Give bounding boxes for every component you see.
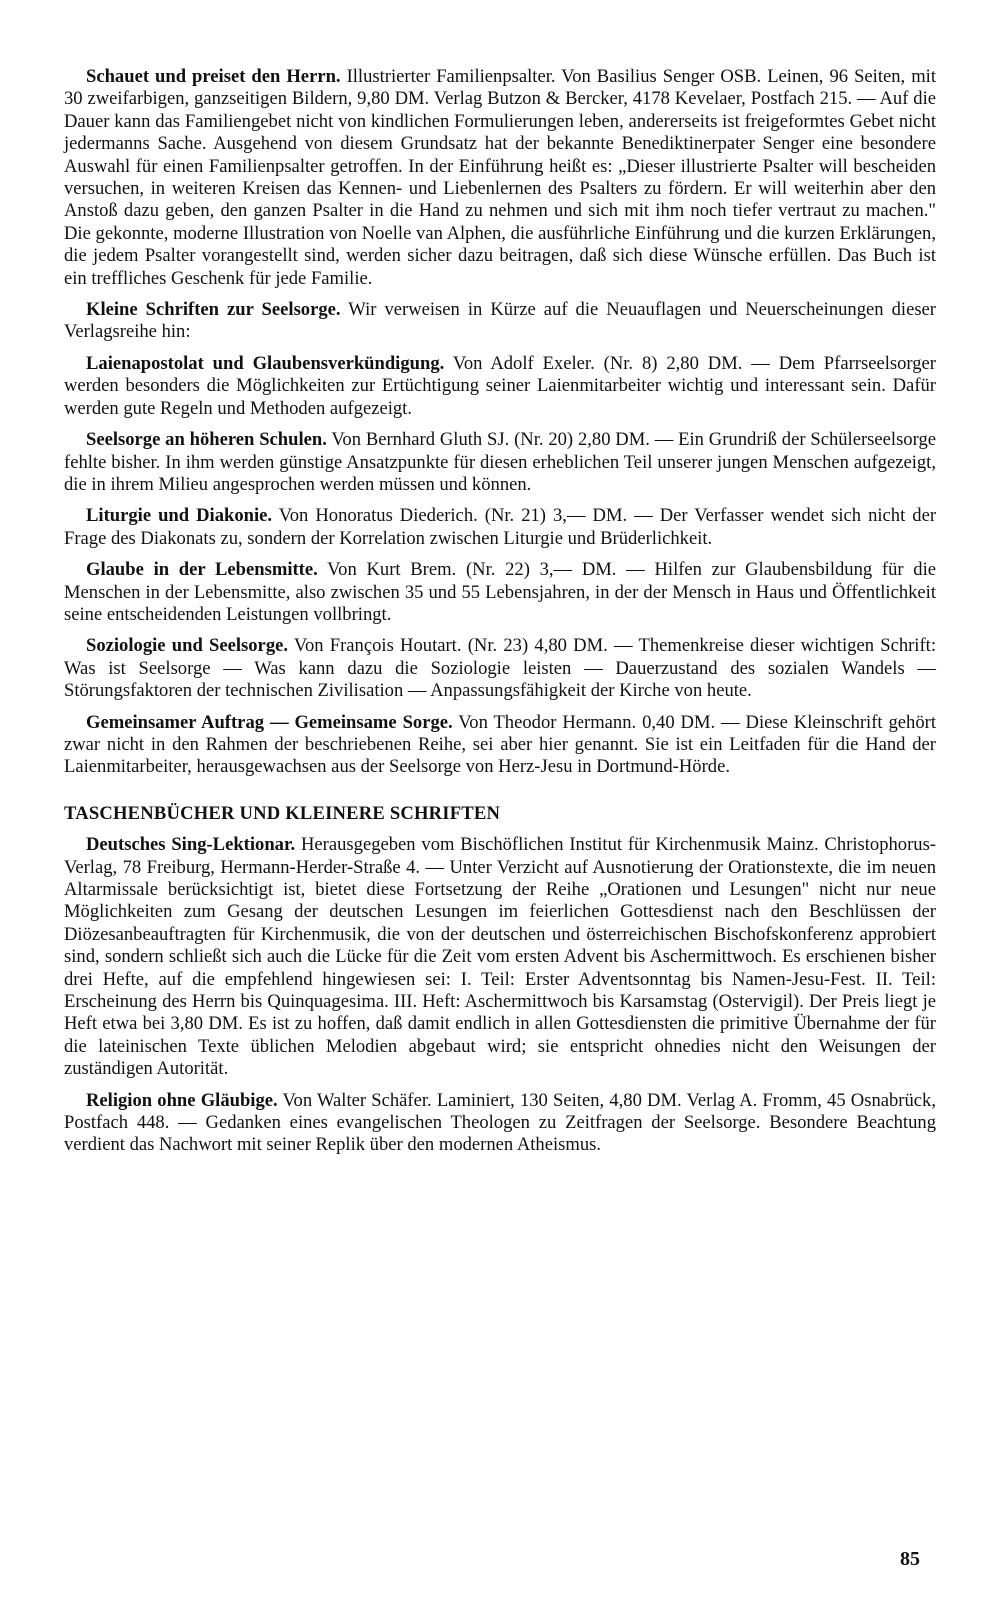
page-number: 85 — [900, 1548, 920, 1570]
entry-title: Liturgie und Diakonie. — [86, 505, 273, 527]
entry-body: Von Theodor Hermann. 0,40 DM. — Diese Kleinschrift gehört zwar nicht in den Rahmen der beschriebenen Reihe, sei aber hier genannt. Sie ist ein Leitfaden für die Hand der Laienmitarbeiter, herausgewachsen aus der Seelsorge von Herz-Jesu in Dortmund-Hörde. — [64, 711, 936, 778]
entry-title: Kleine Schriften zur Seelsorge. — [86, 299, 341, 321]
review-entry — [64, 1090, 936, 1157]
entry-title: Deutsches Sing-Lektionar. — [86, 834, 296, 856]
document-page — [64, 66, 936, 1166]
review-entry — [64, 834, 936, 1080]
review-list-bottom — [64, 834, 936, 1157]
entry-title: Religion ohne Gläubige. — [86, 1089, 278, 1111]
review-entry — [64, 505, 936, 550]
entry-title: Seelsorge an höheren Schulen. — [86, 429, 327, 451]
review-entry — [64, 712, 936, 779]
entry-body: Von Adolf Exeler. (Nr. 8) 2,80 DM. — Dem Pfarrseelsorger werden besonders die Möglichkeiten zur Ertüchtigung seiner Laienmitarbeiter wichtig und interessant sein. Dafür werden gute Regeln und Methoden aufgezeigt. — [64, 352, 937, 419]
entry-body: Von Walter Schäfer. Laminiert, 130 Seiten, 4,80 DM. Verlag A. Fromm, 45 Osnabrück, Postfach 448. — Gedanken eines evangelischen Theologen zu Zeitfragen der Seelsorge. Besondere Beachtung verdient das Nachwort mit seiner Replik über den modernen Atheismus. — [64, 1089, 936, 1156]
entry-title: Laienapostolat und Glaubensverkündigung. — [86, 352, 445, 374]
entry-title: Schauet und preiset den Herrn. — [86, 66, 341, 87]
review-entry — [64, 353, 936, 420]
entry-body: Illustrierter Familienpsalter. Von Basilius Senger OSB. Leinen, 96 Seiten, mit 30 zweifarbigen, ganzseitigen Bildern, 9,80 DM. Verlag Butzon & Bercker, 4178 Kevelaer, Postfach 215. — Auf die Dauer kann das Familiengebet nicht von kindlichen Formulierungen leben, andererseits ist freigeformtes Gebet nicht jedermanns Sache. Ausgehend von diesem Grundsatz hat der bekannte Benediktinerpater Senger eine besondere Auswahl für einen Familienpsalter getroffen. In der Einführung heißt es: „Dieser illustrierte Psalter will bescheiden versuchen, in weiteren Kreisen das Kennen- und Liebenlernen des Psalters zu fördern. Er will weiterhin aber den Anstoß dazu geben, den ganzen Psalter in die Hand zu nehmen und sich mit ihm noch tiefer vertraut zu machen." Die gekonnte, moderne Illustration von Noelle van Alphen, die ausführliche Einführung und die kurzen Erklärungen, die jedem Psalter vorangestellt sind, werden sicher dazu beitragen, daß sich diese Wünsche erfüllen. Das Buch ist ein treffliches Geschenk für jede Familie. — [64, 66, 936, 289]
entry-body: Von Bernhard Gluth SJ. (Nr. 20) 2,80 DM. — Ein Grundriß der Schülerseelsorge fehlte bisher. In ihm werden günstige Ansatzpunkte für diesen erheblichen Teil unserer jungen Menschen aufgezeigt, die in ihrem Milieu angesprochen werden müssen und können. — [64, 429, 937, 495]
entry-body: Von Kurt Brem. (Nr. 22) 3,— DM. — Hilfen zur Glaubensbildung für die Menschen in der Lebensmitte, also zwischen 35 und 55 Lebensjahren, in der der Mensch in Haus und Öffentlichkeit seine entscheidenden Leistungen vollbringt. — [64, 559, 936, 625]
section-heading: TASCHENBÜCHER UND KLEINERE SCHRIFTEN — [64, 802, 501, 824]
review-entry — [64, 559, 936, 626]
entry-body: Wir verweisen in Kürze auf die Neuauflagen und Neuerscheinungen dieser Verlagsreihe hin: — [64, 299, 937, 343]
entry-title: Gemeinsamer Auftrag — Gemeinsame Sorge. — [86, 711, 453, 733]
entry-body: Von Honoratus Diederich. (Nr. 21) 3,— DM. — Der Verfasser wendet sich nicht der Frage des Diakonats zu, sondern der Korrelation zwischen Liturgie und Brüderlichkeit. — [64, 505, 937, 549]
review-entry — [64, 66, 936, 290]
entry-title: Glaube in der Lebensmitte. — [86, 559, 318, 581]
entry-body: Herausgegeben vom Bischöflichen Institut für Kirchenmusik Mainz. Christophorus-Verlag, 78 Freiburg, Hermann-Herder-Straße 4. — Unter Verzicht auf Ausnotierung der Orationstexte, die im neuen Altarmissale berücksichtigt ist, bietet diese Fortsetzung der Reihe „Orationen und Lesungen" nicht nur neue Möglichkeiten zum Gesang der deutschen Lesungen im feierlichen Gottesdienst nach den Beschlüssen der Diözesanbeauftragten für Kirchenmusik, die von der deutschen und österreichischen Bischofskonferenz approbiert sind, sondern schließt sich auch die Lücke für die Zeit vom ersten Advent bis Aschermittwoch. Es erschienen bisher drei Hefte, auf die empfehlend hingewiesen sei: I. Teil: Erster Adventsonntag bis Namen-Jesu-Fest. II. Teil: Erscheinung des Herrn bis Quinquagesima. III. Heft: Aschermittwoch bis Karsamstag (Ostervigil). Der Preis liegt je Heft etwa bei 3,80 DM. Es ist zu hoffen, daß damit endlich in allen Gottesdiensten die primitive Übernahme der für die lateinischen Texte üblichen Melodien abgebaut wird; sie entspricht ohnedies nicht den Weisungen der zuständigen Autorität. — [64, 834, 936, 1080]
entry-body: Von François Houtart. (Nr. 23) 4,80 DM. — Themenkreise dieser wichtigen Schrift: Was ist Seelsorge — Was kann dazu die Soziologie leisten — Dauerzustand des sozialen Wandels — Störungsfaktoren der technischen Zivilisation — Anpassungsfähigkeit der Kirche von heute. — [64, 635, 936, 702]
entry-title: Soziologie und Seelsorge. — [86, 635, 289, 657]
review-entry — [64, 299, 936, 344]
review-entry — [64, 635, 936, 702]
review-list-top — [64, 66, 936, 779]
review-entry — [64, 429, 936, 496]
